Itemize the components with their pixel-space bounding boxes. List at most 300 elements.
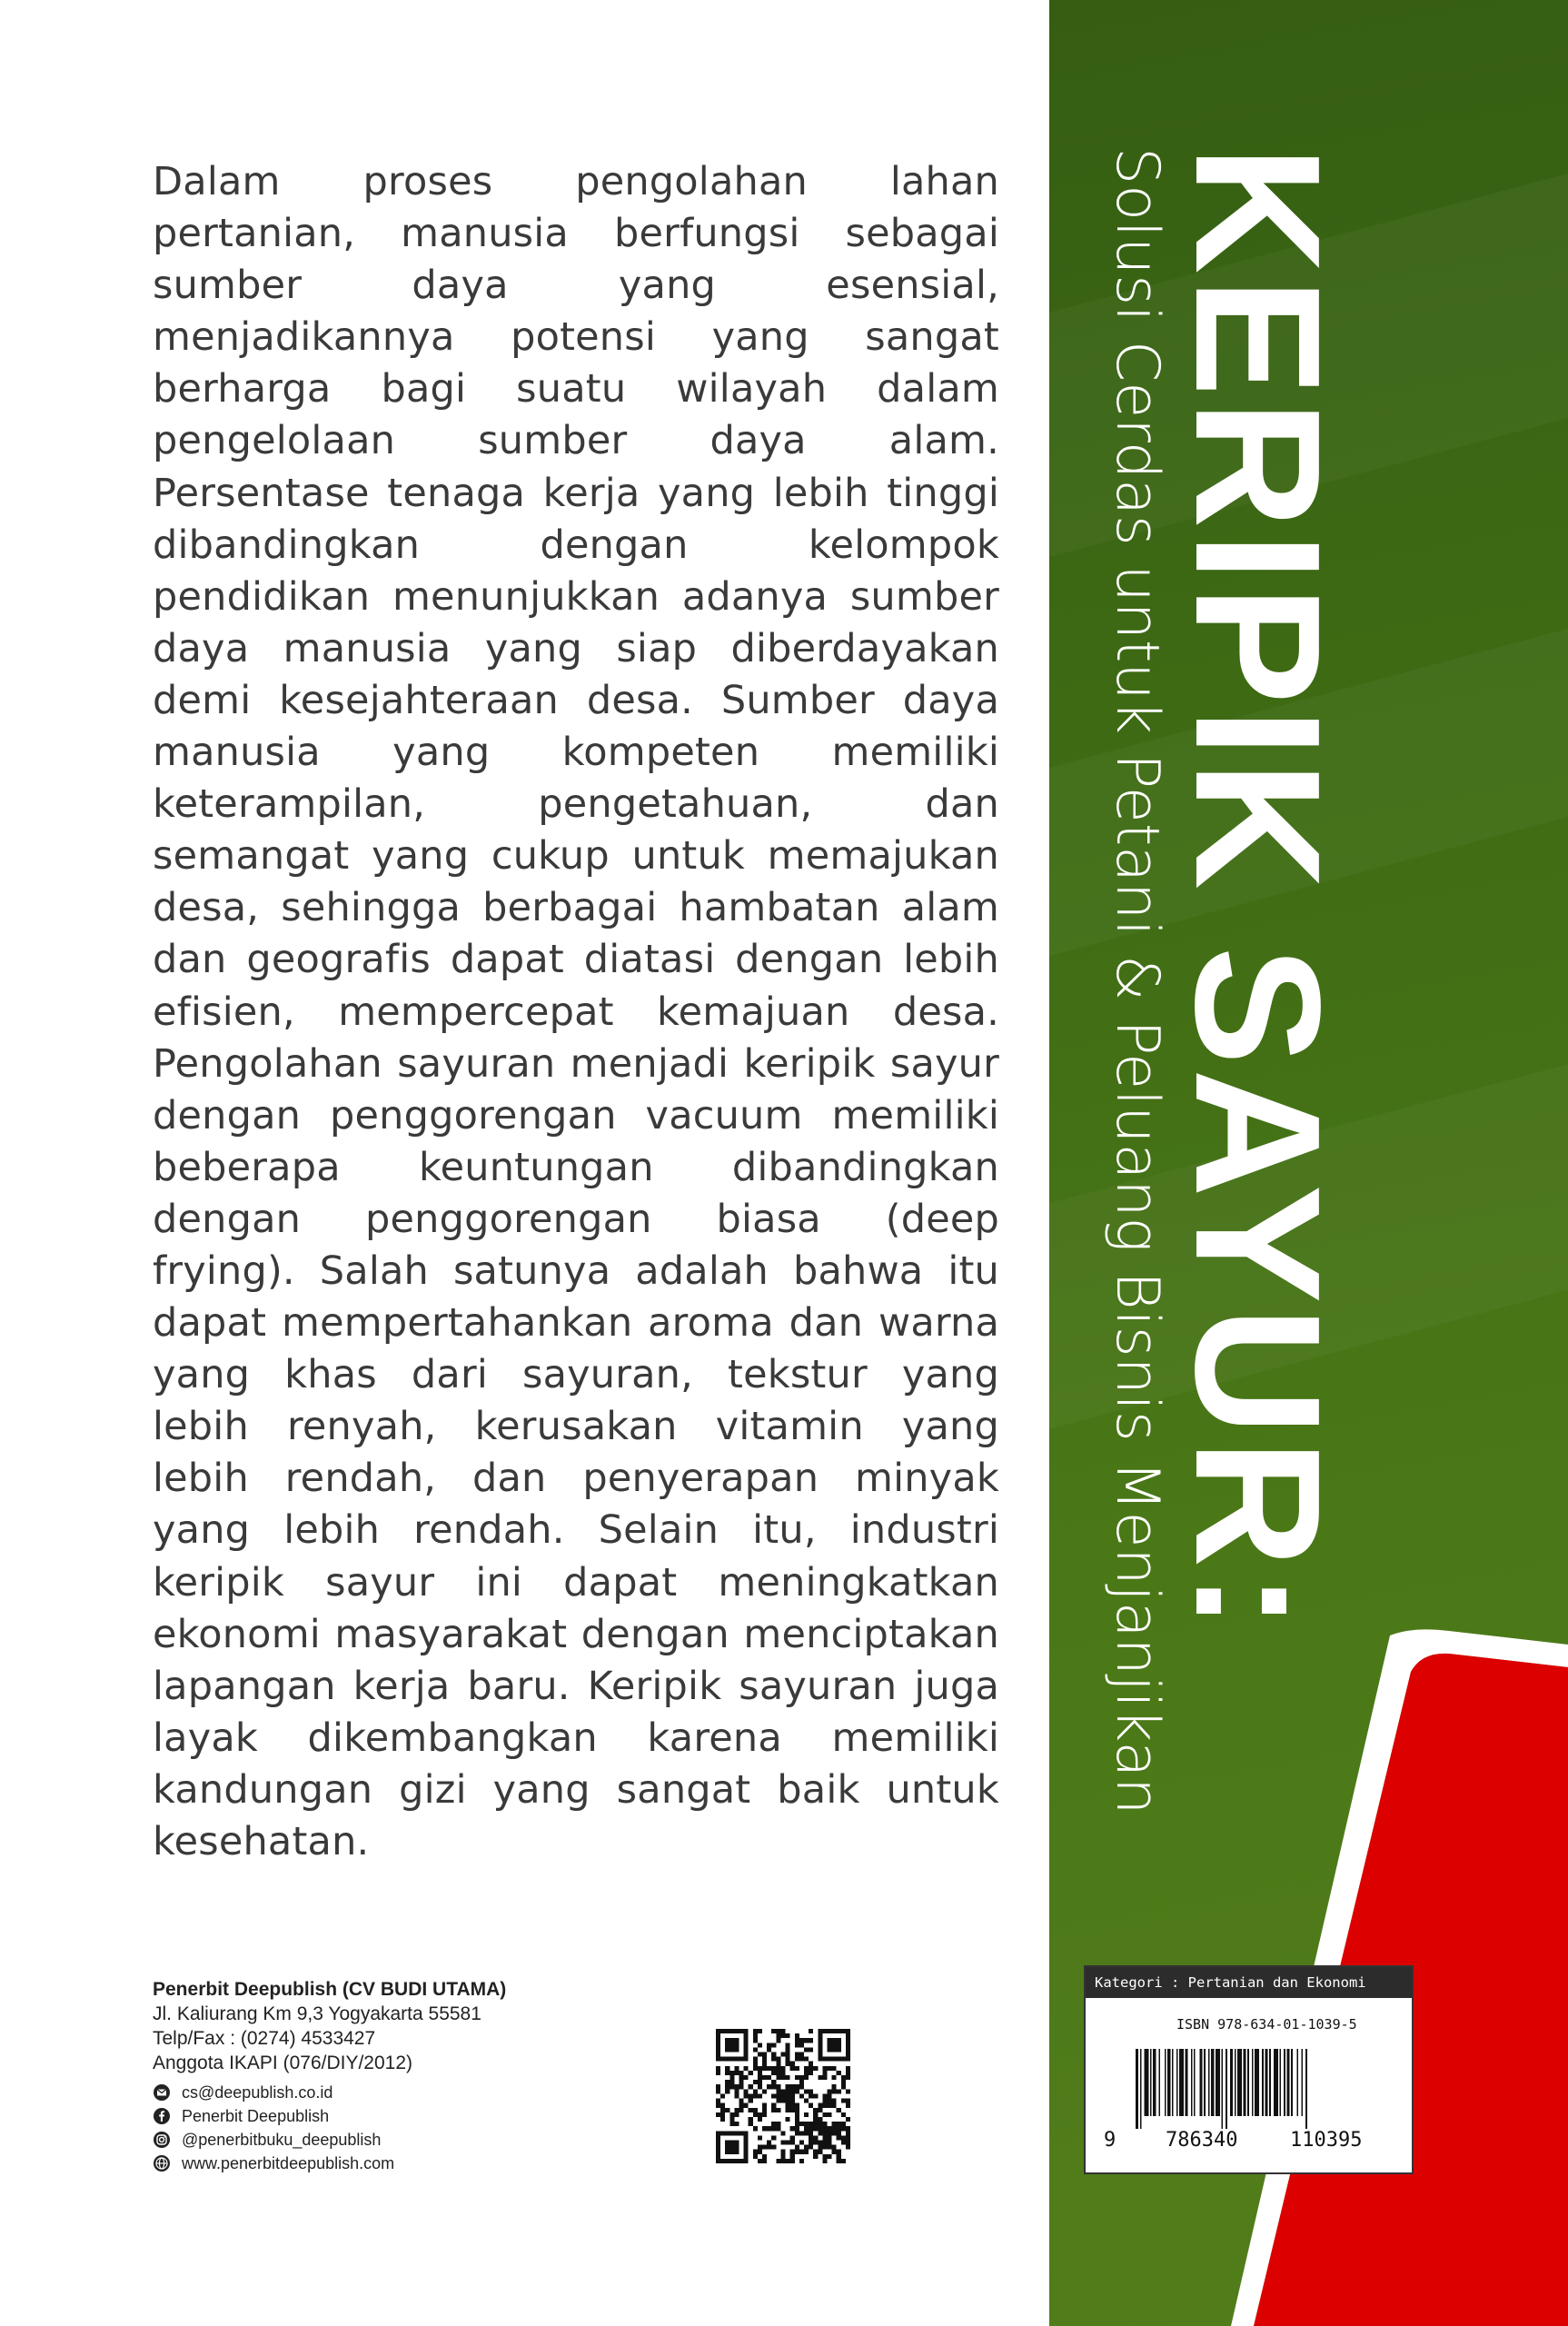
qr-module [734,2093,739,2098]
qr-module [734,2112,739,2117]
qr-module [832,2150,837,2154]
qr-module [790,2140,795,2144]
isbn-number: ISBN 978-634-01-1039-5 [1176,2016,1357,2033]
facebook-text: Penerbit Deepublish [182,2106,330,2125]
qr-module [758,2066,762,2071]
barcode-bar [1136,2049,1138,2129]
contact-facebook[interactable] [153,2104,661,2128]
qr-module [827,2112,831,2117]
qr-module [809,2126,813,2131]
qr-module [827,2093,831,2098]
qr-module [762,2126,767,2131]
qr-module [734,2089,739,2093]
qr-module [744,2075,749,2080]
qr-module [753,2062,758,2066]
qr-module [767,2047,771,2052]
contact-website[interactable] [153,2152,661,2175]
barcode-bar [1140,2049,1142,2129]
qr-module [776,2029,780,2033]
qr-module [809,2038,813,2043]
qr-module [827,2038,840,2052]
barcode-bar [1167,2049,1170,2116]
qr-module [780,2154,785,2159]
qr-module [818,2126,822,2131]
qr-module [749,2122,753,2126]
qr-module [813,2117,818,2122]
qr-module [795,2112,799,2117]
barcode-bar [1216,2049,1220,2116]
qr-module [813,2112,818,2117]
qr-module [753,2057,758,2062]
qr-module [767,2075,771,2080]
qr-module [795,2150,799,2154]
qr-module [776,2075,780,2080]
book-title: KERIPIK SAYUR: [1158,145,1357,1635]
qr-module [809,2093,813,2098]
barcode-bar [1230,2049,1233,2116]
qr-module [790,2084,795,2089]
qr-module [818,2117,822,2122]
category-label: Kategori : Pertanian dan Ekonomi [1086,1967,1412,1998]
qr-module [846,2126,850,2131]
qr-module [753,2154,758,2159]
barcode-bar [1153,2049,1156,2116]
qr-module [813,2150,818,2154]
qr-module [827,2066,831,2071]
qr-module [813,2135,818,2140]
qr-module [749,2093,753,2098]
qr-module [749,2108,753,2112]
qr-module [837,2131,841,2135]
qr-module [776,2099,780,2103]
qr-module [729,2071,734,2075]
qr-module [841,2135,846,2140]
qr-module [753,2029,758,2033]
qr-module [795,2117,799,2122]
qr-module [822,2122,827,2126]
qr-module [822,2135,827,2140]
qr-module [832,2126,837,2131]
qr-module [846,2071,850,2075]
qr-module [744,2089,749,2093]
qr-module [818,2075,822,2080]
publisher-phone: Telp/Fax : (0274) 4533427 [153,2028,376,2049]
qr-module [837,2122,841,2126]
qr-module [771,2145,776,2150]
qr-module [753,2108,758,2112]
qr-module [832,2066,837,2071]
qr-module [799,2140,804,2144]
qr-module [804,2150,809,2154]
qr-module [822,2159,827,2163]
qr-module [799,2093,804,2098]
qr-module [790,2062,795,2066]
qr-module [776,2038,780,2043]
qr-module [749,2099,753,2103]
qr-module [780,2150,785,2154]
qr-module [776,2159,780,2163]
qr-module [780,2131,785,2135]
barcode-bar [1269,2049,1271,2116]
qr-module [758,2075,762,2080]
qr-module [749,2117,753,2122]
qr-module [809,2066,813,2071]
qr-module [804,2075,809,2080]
qr-module [846,2135,850,2140]
qr-module [795,2038,799,2043]
qr-module [799,2043,804,2047]
qr-module [725,2066,729,2071]
qr-module [799,2038,804,2043]
barcode-bar [1191,2049,1193,2116]
qr-module [780,2093,785,2098]
barcode-bar [1221,2049,1223,2129]
qr-module [846,2145,850,2150]
qr-module [786,2108,790,2112]
barcode-bar [1305,2049,1307,2129]
qr-module [786,2084,790,2089]
barcode-bar [1235,2049,1236,2116]
qr-module [795,2053,799,2057]
barcode-digits-right: 110395 [1290,2129,1363,2152]
qr-module [758,2145,762,2150]
qr-module [758,2043,762,2047]
qr-module [753,2033,758,2038]
qr-module [813,2126,818,2131]
qr-module [720,2108,725,2112]
qr-module [780,2053,785,2057]
qr-module [767,2126,771,2131]
qr-module [762,2108,767,2112]
qr-module [832,2099,837,2103]
qr-module [795,2131,799,2135]
qr-module [846,2075,850,2080]
barcode [1136,2049,1372,2129]
qr-module [786,2089,790,2093]
qr-module [827,2089,831,2093]
qr-module [725,2089,729,2093]
qr-module [799,2122,804,2126]
qr-module [762,2145,767,2150]
qr-module [771,2043,776,2047]
qr-module [786,2057,790,2062]
barcode-bar [1255,2049,1259,2116]
email-icon [153,2083,171,2102]
barcode-bar [1243,2049,1245,2116]
barcode-bar [1185,2049,1187,2116]
globe-icon [153,2154,171,2172]
qr-module [804,2057,809,2062]
qr-module [776,2033,780,2038]
qr-module [832,2145,837,2150]
qr-module [758,2029,762,2033]
barcode-bar [1176,2049,1178,2116]
qr-module [762,2103,767,2108]
qr-module [818,2150,822,2154]
barcode-digit-first: 9 [1104,2129,1116,2152]
qr-module [776,2057,780,2062]
qr-module [827,2099,831,2103]
qr-module [832,2103,837,2108]
qr-module [818,2131,822,2135]
qr-module [753,2080,758,2084]
qr-module [780,2159,785,2163]
qr-module [818,2140,822,2144]
barcode-bar [1237,2049,1242,2116]
barcode-bar [1194,2049,1196,2116]
qr-module [762,2053,767,2057]
qr-module [804,2038,809,2043]
qr-module [776,2089,780,2093]
qr-module [799,2053,804,2057]
qr-module [837,2108,841,2112]
qr-module [786,2140,790,2144]
qr-module [846,2066,850,2071]
qr-module [758,2112,762,2117]
qr-module [771,2135,776,2140]
qr-module [767,2140,771,2144]
qr-module [832,2075,837,2080]
qr-module [809,2103,813,2108]
qr-module [780,2099,785,2103]
qr-module [758,2117,762,2122]
qr-module [822,2154,827,2159]
qr-module [786,2103,790,2108]
qr-module [813,2066,818,2071]
qr-module [780,2089,785,2093]
qr-module [790,2150,795,2154]
qr-module [780,2071,785,2075]
qr-module [729,2117,734,2122]
qr-module [720,2093,725,2098]
qr-module [790,2103,795,2108]
qr-module [739,2080,744,2084]
qr-module [753,2150,758,2154]
qr-module [809,2140,813,2144]
barcode-bar [1286,2049,1289,2116]
qr-module [813,2093,818,2098]
qr-module [841,2122,846,2126]
qr-module [780,2140,785,2144]
qr-module [795,2075,799,2080]
qr-module [767,2084,771,2089]
qr-module [776,2108,780,2112]
qr-module [818,2103,822,2108]
qr-module [832,2084,837,2089]
qr-module [771,2053,776,2057]
contact-email[interactable] [153,2081,661,2104]
qr-module [790,2108,795,2112]
qr-module [716,2084,720,2089]
qr-module [795,2033,799,2038]
qr-module [734,2084,739,2089]
barcode-bar [1284,2049,1285,2116]
qr-module [804,2071,809,2075]
qr-module [739,2099,744,2103]
qr-module [776,2093,780,2098]
qr-module [767,2043,771,2047]
qr-module [734,2066,739,2071]
qr-module [780,2029,785,2033]
qr-module [762,2057,767,2062]
qr-module [776,2066,780,2071]
qr-module [846,2140,850,2144]
qr-module [809,2131,813,2135]
qr-module [822,2071,827,2075]
qr-module [795,2057,799,2062]
barcode-bar [1165,2049,1166,2116]
qr-module [739,2103,744,2108]
qr-module [720,2117,725,2122]
qr-module [799,2057,804,2062]
qr-module [790,2089,795,2093]
qr-module [790,2099,795,2103]
qr-module [753,2047,758,2052]
qr-module [804,2089,809,2093]
barcode-bar [1274,2049,1278,2116]
qr-module [729,2084,734,2089]
qr-module [758,2071,762,2075]
qr-module [771,2103,776,2108]
qr-module [809,2029,813,2033]
qr-module [822,2075,827,2080]
qr-module [795,2066,799,2071]
book-subtitle: Solusi Cerdas untuk Petani & Peluang Bisnis Menjanjikan [1103,147,1171,1815]
qr-module [758,2084,762,2089]
qr-module [786,2047,790,2052]
qr-module [790,2135,795,2140]
qr-module [799,2150,804,2154]
qr-module [822,2093,827,2098]
qr-module [795,2103,799,2108]
qr-module [822,2145,827,2150]
qr-module [837,2150,841,2154]
qr-module [804,2145,809,2150]
qr-module [716,2099,720,2103]
qr-module [786,2075,790,2080]
barcode-bar [1172,2049,1174,2116]
qr-module [716,2071,720,2075]
qr-module [813,2122,818,2126]
qr-module [832,2089,837,2093]
contact-instagram[interactable] [153,2128,661,2152]
qr-module [837,2071,841,2075]
qr-module [771,2080,776,2084]
qr-module [795,2089,799,2093]
qr-module [762,2112,767,2117]
qr-module [725,2038,739,2052]
qr-module [744,2103,749,2108]
qr-module [846,2099,850,2103]
qr-module [734,2122,739,2126]
qr-module [827,2131,831,2135]
qr-module [804,2112,809,2117]
qr-module [809,2145,813,2150]
qr-module [729,2080,734,2084]
qr-module [716,2066,720,2071]
barcode-bar [1204,2049,1206,2116]
qr-module [809,2135,813,2140]
barcode-bar [1159,2049,1161,2116]
qr-module [771,2093,776,2098]
publisher-address: Jl. Kaliurang Km 9,3 Yogyakarta 55581 [153,2003,481,2024]
qr-module [739,2075,744,2080]
barcode-bar [1252,2049,1254,2116]
qr-module [758,2159,762,2163]
qr-module [822,2126,827,2131]
qr-module [790,2159,795,2163]
qr-module [795,2043,799,2047]
qr-module [809,2122,813,2126]
book-synopsis: Dalam proses pengolahan lahan pertanian, manusia berfungsi sebagai sumber daya yang esensial, menjadikannya potensi yang sangat berharga bagi suatu wilayah dalam pengelolaan sumber daya alam. Persentase tenaga kerja yang lebih tinggi dibandingkan dengan kelompok pendidikan menunjukkan adanya sumber daya manusia yang siap diberdayakan demi kesejahteraan desa. Sumber daya manusia yang kompeten memiliki keterampilan, pengetahuan, dan semangat yang cukup untuk memajukan desa, sehingga berbagai hambatan alam dan geografis dapat diatasi dengan lebih efisien, mempercepat kemajuan desa. Pengolahan sayuran menjadi keripik sayur dengan penggorengan vacuum memiliki beberapa keuntungan dibandingkan dengan penggorengan biasa (deep frying). Salah satunya adalah bahwa itu dapat mempertahankan aroma dan warna yang khas dari sayuran, tekstur yang lebih renyah, kerusakan vitamin yang lebih rendah, dan penyerapan minyak yang lebih rendah. Selain itu, industri keripik sayur ini dapat meningkatkan ekonomi masyarakat dengan menciptakan lapangan kerja baru. Keripik sayuran juga layak dikembangkan karena memiliki kandungan gizi yang sangat baik untuk kesehatan. [153,159,999,1864]
qr-module [827,2126,831,2131]
qr-code[interactable] [716,2029,850,2163]
barcode-bar [1297,2049,1299,2116]
qr-module [771,2066,776,2071]
qr-module [795,2145,799,2150]
qr-module [799,2084,804,2089]
qr-module [827,2154,831,2159]
qr-module [804,2099,809,2103]
qr-module [804,2131,809,2135]
instagram-text: @penerbitbuku_deepublish [182,2130,382,2149]
qr-module [720,2112,725,2117]
qr-module [804,2126,809,2131]
qr-module [729,2112,734,2117]
qr-module [818,2145,822,2150]
instagram-icon [153,2131,171,2149]
qr-module [767,2066,771,2071]
qr-module [799,2075,804,2080]
qr-module [786,2093,790,2098]
qr-module [837,2135,841,2140]
qr-module [725,2080,729,2084]
qr-module [795,2126,799,2131]
qr-module [832,2131,837,2135]
qr-module [762,2089,767,2093]
qr-module [846,2103,850,2108]
barcode-bar [1265,2049,1267,2116]
qr-module [841,2126,846,2131]
qr-module [804,2047,809,2052]
qr-module [776,2071,780,2075]
qr-module [822,2140,827,2144]
barcode-bar [1301,2049,1303,2116]
qr-module [729,2075,734,2080]
qr-module [725,2071,729,2075]
qr-module [716,2103,720,2108]
qr-module [822,2099,827,2103]
qr-module [841,2075,846,2080]
qr-module [758,2135,762,2140]
qr-module [753,2093,758,2098]
qr-module [739,2084,744,2089]
qr-module [771,2029,776,2033]
qr-module [744,2066,749,2071]
qr-module [762,2075,767,2080]
qr-module [776,2062,780,2066]
qr-module [832,2122,837,2126]
qr-module [818,2122,822,2126]
qr-module [771,2122,776,2126]
qr-module [749,2071,753,2075]
qr-module [827,2103,831,2108]
qr-module [809,2071,813,2075]
qr-module [827,2145,831,2150]
barcode-bar [1179,2049,1184,2116]
qr-module [767,2145,771,2150]
publisher-name: Penerbit Deepublish (CV BUDI UTAMA) [153,1979,507,2000]
